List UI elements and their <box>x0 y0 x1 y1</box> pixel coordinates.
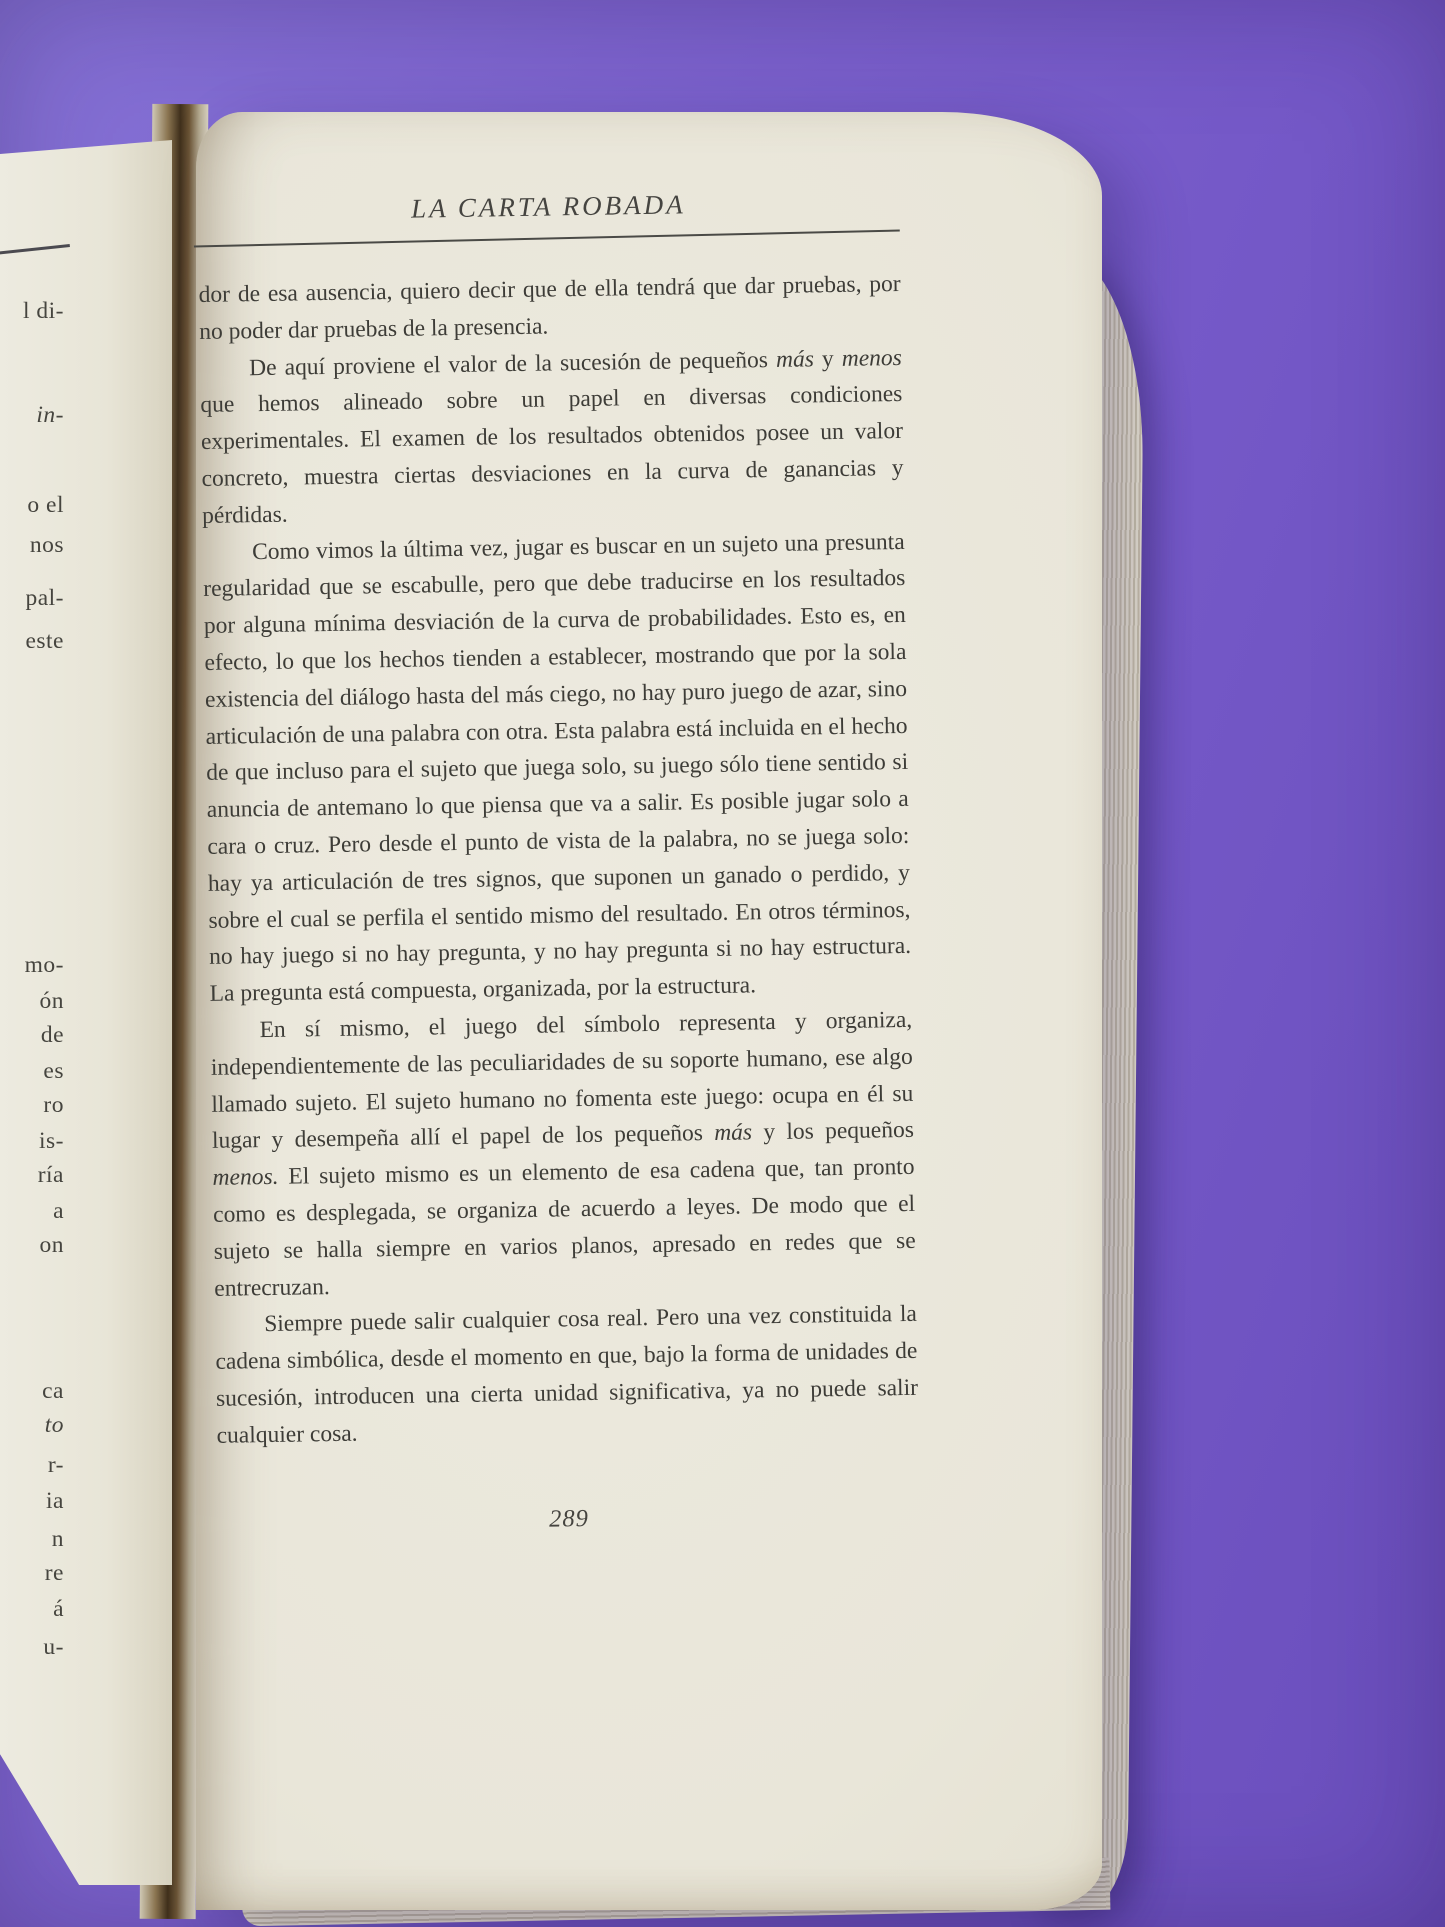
left-page-fragment: ca <box>42 1378 64 1404</box>
left-page-fragment: es <box>43 1058 64 1084</box>
paragraph: Siempre puede salir cualquier cosa real. Pero una vez constituida la cadena simbólica, desde el momento en que, bajo la forma de unidades de sucesión, introducen una cierta unidad significativa, ya no puede salir cualquier cosa. <box>215 1301 919 1449</box>
right-page <box>196 112 1102 1910</box>
left-page-fragment: in- <box>36 402 64 428</box>
page-number: 289 <box>548 1504 590 1533</box>
left-page-header-rule <box>0 244 70 255</box>
left-page-fragment: on <box>39 1232 64 1258</box>
left-page-fragment: o el <box>27 492 64 518</box>
left-page-fragment: á <box>53 1596 64 1622</box>
left-page-fragment: re <box>44 1560 64 1586</box>
left-page-fragment: is- <box>39 1128 64 1154</box>
left-page-fragment: n <box>51 1526 64 1552</box>
left-page-fragment: pal- <box>25 585 64 611</box>
running-header-title: LA CARTA ROBADA <box>410 189 686 224</box>
left-page-fragment: ro <box>43 1092 64 1118</box>
left-page-fragment: mo- <box>24 952 64 978</box>
left-page-fragment: a <box>53 1198 64 1224</box>
left-page-fragment: u- <box>43 1634 64 1660</box>
header-rule <box>194 230 900 248</box>
left-page-fragment: to <box>44 1412 64 1438</box>
left-page-fragment: r- <box>47 1452 64 1478</box>
left-page-fragment: de <box>40 1022 64 1048</box>
paragraph: En sí mismo, el juego del símbolo representa y organiza, independientemente de las peculiaridades de su soporte humano, ese algo llamado sujeto. El sujeto humano no fomenta este juego: ocupa en él su lugar y desempeña allí el papel de los pequeños más y los pequeños menos. El sujeto mismo es un elemento de esa cadena que, tan pronto como es desplegada, se organiza de acuerdo a leyes. De modo que el sujeto se halla siempre en varios planos, apresado en redes que se entrecruzan. <box>210 1006 916 1302</box>
left-page-fragment: ría <box>37 1162 64 1188</box>
paragraph: De aquí proviene el valor de la sucesión de pequeños más y menos que hemos alineado sobre un papel en diversas condiciones experimentales. El examen de los resultados obtenidos posee un valor concreto, muestra ciertas desviaciones en la curva de ganancias y pérdidas. <box>200 344 904 529</box>
left-page-fragment: l di- <box>22 298 64 324</box>
paragraph: dor de esa ausencia, quiero decir que de ella tendrá que dar pruebas, por no poder dar pruebas de la presencia. <box>198 270 901 345</box>
paragraph: Como vimos la última vez, jugar es buscar en un sujeto una presunta regularidad que se escabulle, pero que debe traducirse en los resultados por alguna mínima desviación de la curva de probabilidades. Esto es, en efecto, lo que los hechos tienden a establecer, mostrando que por la sola existencia del diálogo hasta del más ciego, no hay puro juego de azar, sino articulación de una palabra con otra. Esta palabra está incluida en el hecho de que incluso para el sujeto que juega solo, su juego sólo tiene sentido si anuncia de antemano lo que piensa que va a salir. Es posible jugar solo a cara o cruz. Pero desde el punto de vista de la palabra, no se juega solo: hay ya articulación de tres signos, que suponen un ganado o perdido, y sobre el cual se perfila el sentido mismo del resultado. En otros términos, no hay juego si no hay pregunta, y no hay pregunta si no hay estructura. La pregunta está compuesta, organizada, por la estructura. <box>203 528 912 1008</box>
left-page-fragment: nos <box>29 532 64 558</box>
right-page-content <box>182 105 1116 1917</box>
left-page-fragment: este <box>25 628 64 654</box>
body-text <box>198 266 918 1454</box>
left-page-fragment: ón <box>39 988 64 1014</box>
left-page-fragment: ia <box>46 1488 64 1514</box>
